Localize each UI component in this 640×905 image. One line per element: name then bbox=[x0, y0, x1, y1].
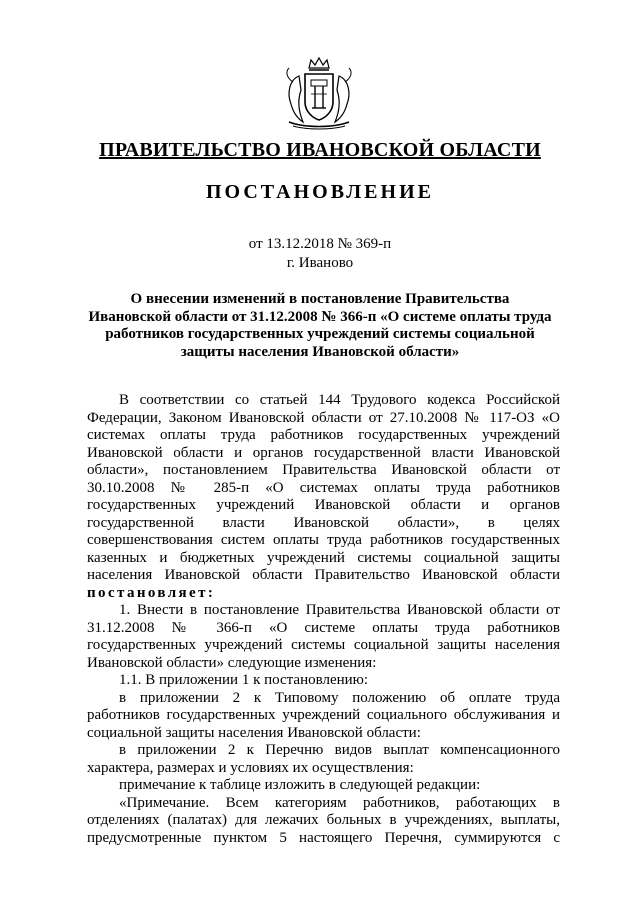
body-line: Ивановской области» следующие изменения: bbox=[87, 654, 377, 671]
body-line: 31.12.2008 № 366-п «О системе оплаты труда работников bbox=[87, 619, 560, 636]
body-line: в приложении 2 к Типовому положению об оплате труда bbox=[119, 689, 560, 706]
subject-line: работников государственных учреждений системы социальной bbox=[105, 326, 535, 342]
document-type: ПОСТАНОВЛЕНИЕ bbox=[206, 181, 434, 203]
body-line bbox=[87, 585, 560, 603]
subject-line: защиты населения Ивановской области» bbox=[180, 343, 460, 360]
body-line: области», постановлением Правительства Ивановской области от bbox=[87, 462, 560, 478]
body-line: 1.1. В приложении 1 к постановлению: bbox=[119, 672, 369, 688]
subject-line: Ивановской области от 31.12.2008 № 366-п «О системе оплаты труда bbox=[88, 308, 552, 325]
body-line: совершенствования систем оплаты труда работников государственных bbox=[87, 532, 560, 548]
body-line: отделениях (палатах) для лежачих больных в учреждениях, выплаты, bbox=[87, 812, 560, 828]
body-line: социальной защиты населения Ивановской области: bbox=[87, 724, 421, 741]
body-line: государственных учреждений системы социальной защиты населения bbox=[87, 637, 560, 653]
body-line: работников государственных учреждений социального обслуживания и bbox=[87, 707, 560, 723]
body-line: Ивановской области и органов государственной власти Ивановской bbox=[87, 444, 560, 461]
document-subject bbox=[80, 291, 560, 361]
body-line: предусмотренные пунктом 5 настоящего Перечня, суммируются с bbox=[87, 829, 560, 846]
body-line: Федерации, Законом Ивановской области от 27.10.2008 № 117-ОЗ «О bbox=[87, 409, 560, 426]
body-line: характера, размерах и условиях их осуществления: bbox=[87, 759, 414, 776]
coat-of-arms-icon bbox=[281, 56, 357, 130]
document-body bbox=[87, 392, 560, 847]
body-line: В соответствии со статьей 144 Трудового кодекса Российской bbox=[119, 392, 560, 408]
body-line: системах оплаты труда работников государственных учреждений bbox=[87, 427, 560, 443]
body-line: «Примечание. Всем категориям работников, работающих в bbox=[119, 794, 560, 811]
resolution-word: постановляет: bbox=[87, 584, 216, 601]
body-line: населения Ивановской области Правительство Ивановской области bbox=[87, 567, 560, 583]
body-line: 1. Внести в постановление Правительства Ивановской области от bbox=[119, 602, 560, 618]
body-line: 30.10.2008 № 285-п «О системах оплаты труда работников bbox=[87, 479, 560, 496]
body-line: примечание к таблице изложить в следующей редакции: bbox=[119, 777, 481, 793]
document-city: г. Иваново bbox=[286, 255, 354, 271]
body-line: государственной власти Ивановской области», в целях bbox=[87, 514, 560, 531]
body-line: казенных и бюджетных учреждений системы социальной защиты bbox=[87, 549, 560, 566]
document-date-number: от 13.12.2018 № 369-п bbox=[248, 236, 392, 252]
organization-title: ПРАВИТЕЛЬСТВО ИВАНОВСКОЙ ОБЛАСТИ bbox=[99, 139, 541, 161]
body-line: государственных учреждений Ивановской области и органов bbox=[87, 497, 560, 513]
subject-line: О внесении изменений в постановление Правительства bbox=[130, 291, 510, 307]
body-line: в приложении 2 к Перечню видов выплат компенсационного bbox=[119, 742, 560, 758]
